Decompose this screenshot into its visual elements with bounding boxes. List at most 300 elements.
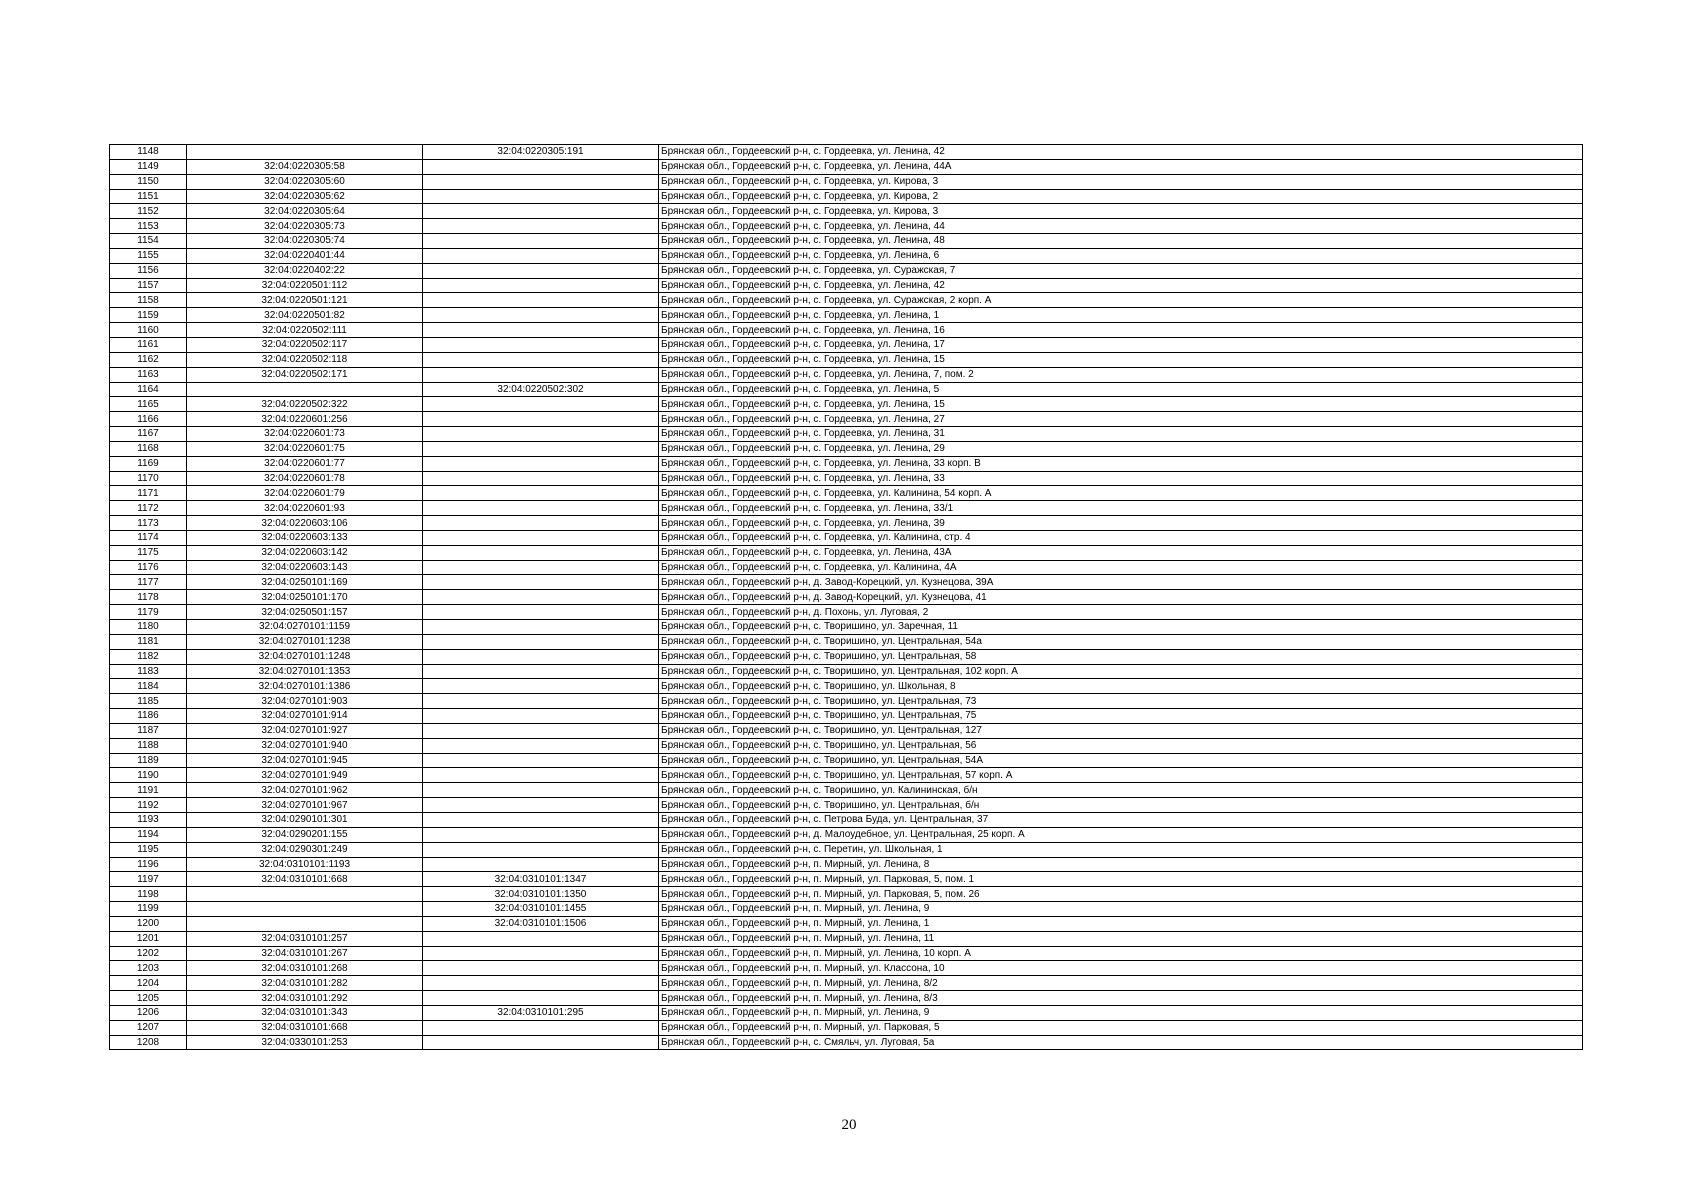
row-number-cell: 1208 <box>110 1035 187 1050</box>
building-cadastral-number-cell <box>423 738 659 753</box>
row-number-cell: 1177 <box>110 575 187 590</box>
row-number-cell: 1168 <box>110 441 187 456</box>
address-cell: Брянская обл., Гордеевский р-н, с. Творишино, ул. Центральная, 102 корп. А <box>659 664 1583 679</box>
table-row <box>110 723 1583 738</box>
cadastral-number-cell <box>187 145 423 160</box>
address-cell: Брянская обл., Гордеевский р-н, п. Мирный, ул. Ленина, 10 корп. А <box>659 946 1583 961</box>
cadastral-table <box>109 144 1583 1050</box>
address-cell: Брянская обл., Гордеевский р-н, п. Мирный, ул. Ленина, 1 <box>659 916 1583 931</box>
address-cell: Брянская обл., Гордеевский р-н, п. Мирный, ул. Парковая, 5, пом. 1 <box>659 872 1583 887</box>
table-row <box>110 352 1583 367</box>
row-number-cell: 1162 <box>110 352 187 367</box>
address-cell: Брянская обл., Гордеевский р-н, п. Мирный, ул. Ленина, 8/3 <box>659 991 1583 1006</box>
address-cell: Брянская обл., Гордеевский р-н, с. Гордеевка, ул. Ленина, 39 <box>659 516 1583 531</box>
row-number-cell: 1178 <box>110 590 187 605</box>
cadastral-number-cell: 32:04:0250501:157 <box>187 605 423 620</box>
building-cadastral-number-cell <box>423 367 659 382</box>
building-cadastral-number-cell <box>423 174 659 189</box>
building-cadastral-number-cell <box>423 961 659 976</box>
cadastral-number-cell: 32:04:0270101:967 <box>187 798 423 813</box>
table-row <box>110 278 1583 293</box>
address-cell: Брянская обл., Гордеевский р-н, с. Творишино, ул. Центральная, 57 корп. А <box>659 768 1583 783</box>
address-cell: Брянская обл., Гордеевский р-н, с. Смяльч, ул. Луговая, 5а <box>659 1035 1583 1050</box>
address-cell: Брянская обл., Гордеевский р-н, с. Гордеевка, ул. Калинина, стр. 4 <box>659 530 1583 545</box>
building-cadastral-number-cell <box>423 753 659 768</box>
address-cell: Брянская обл., Гордеевский р-н, д. Завод-Корецкий, ул. Кузнецова, 41 <box>659 590 1583 605</box>
address-cell: Брянская обл., Гордеевский р-н, с. Гордеевка, ул. Суражская, 2 корп. А <box>659 293 1583 308</box>
address-cell: Брянская обл., Гордеевский р-н, п. Мирный, ул. Ленина, 9 <box>659 902 1583 917</box>
cadastral-number-cell: 32:04:0270101:1159 <box>187 620 423 635</box>
cadastral-number-cell: 32:04:0250101:169 <box>187 575 423 590</box>
building-cadastral-number-cell <box>423 768 659 783</box>
building-cadastral-number-cell <box>423 501 659 516</box>
row-number-cell: 1182 <box>110 649 187 664</box>
table-row <box>110 159 1583 174</box>
table-row <box>110 768 1583 783</box>
row-number-cell: 1164 <box>110 382 187 397</box>
cadastral-number-cell: 32:04:0310101:1193 <box>187 857 423 872</box>
building-cadastral-number-cell <box>423 664 659 679</box>
building-cadastral-number-cell <box>423 189 659 204</box>
building-cadastral-number-cell <box>423 991 659 1006</box>
table-row <box>110 679 1583 694</box>
building-cadastral-number-cell <box>423 976 659 991</box>
table-row <box>110 397 1583 412</box>
building-cadastral-number-cell <box>423 486 659 501</box>
cadastral-number-cell: 32:04:0270101:1353 <box>187 664 423 679</box>
address-cell: Брянская обл., Гордеевский р-н, с. Гордеевка, ул. Кирова, 2 <box>659 189 1583 204</box>
table-row <box>110 887 1583 902</box>
table-row <box>110 145 1583 160</box>
cadastral-number-cell: 32:04:0220603:143 <box>187 560 423 575</box>
building-cadastral-number-cell <box>423 293 659 308</box>
table-row <box>110 1035 1583 1050</box>
building-cadastral-number-cell <box>423 1020 659 1035</box>
cadastral-number-cell: 32:04:0290301:249 <box>187 842 423 857</box>
row-number-cell: 1184 <box>110 679 187 694</box>
table-row <box>110 174 1583 189</box>
building-cadastral-number-cell <box>423 694 659 709</box>
table-row <box>110 293 1583 308</box>
address-cell: Брянская обл., Гордеевский р-н, с. Гордеевка, ул. Суражская, 7 <box>659 263 1583 278</box>
cadastral-number-cell: 32:04:0220601:78 <box>187 471 423 486</box>
table-row <box>110 219 1583 234</box>
building-cadastral-number-cell: 32:04:0220502:302 <box>423 382 659 397</box>
row-number-cell: 1150 <box>110 174 187 189</box>
table-body <box>110 145 1583 1050</box>
table-row <box>110 263 1583 278</box>
building-cadastral-number-cell: 32:04:0310101:295 <box>423 1005 659 1020</box>
building-cadastral-number-cell <box>423 278 659 293</box>
address-cell: Брянская обл., Гордеевский р-н, с. Гордеевка, ул. Ленина, 15 <box>659 352 1583 367</box>
table-row <box>110 530 1583 545</box>
table-row <box>110 560 1583 575</box>
row-number-cell: 1193 <box>110 812 187 827</box>
cadastral-number-cell: 32:04:0220501:112 <box>187 278 423 293</box>
table-row <box>110 516 1583 531</box>
building-cadastral-number-cell <box>423 337 659 352</box>
building-cadastral-number-cell <box>423 605 659 620</box>
table-row <box>110 1020 1583 1035</box>
table-row <box>110 634 1583 649</box>
cadastral-number-cell <box>187 916 423 931</box>
row-number-cell: 1207 <box>110 1020 187 1035</box>
address-cell: Брянская обл., Гордеевский р-н, п. Мирный, ул. Парковая, 5 <box>659 1020 1583 1035</box>
building-cadastral-number-cell <box>423 560 659 575</box>
building-cadastral-number-cell <box>423 456 659 471</box>
building-cadastral-number-cell <box>423 308 659 323</box>
building-cadastral-number-cell: 32:04:0310101:1455 <box>423 902 659 917</box>
row-number-cell: 1158 <box>110 293 187 308</box>
building-cadastral-number-cell <box>423 709 659 724</box>
cadastral-number-cell: 32:04:0220603:142 <box>187 545 423 560</box>
row-number-cell: 1176 <box>110 560 187 575</box>
address-cell: Брянская обл., Гордеевский р-н, с. Творишино, ул. Центральная, 54А <box>659 753 1583 768</box>
table-row <box>110 204 1583 219</box>
row-number-cell: 1166 <box>110 412 187 427</box>
table-row <box>110 812 1583 827</box>
building-cadastral-number-cell <box>423 248 659 263</box>
address-cell: Брянская обл., Гордеевский р-н, с. Творишино, ул. Центральная, б/н <box>659 798 1583 813</box>
table-row <box>110 798 1583 813</box>
cadastral-number-cell: 32:04:0220601:75 <box>187 441 423 456</box>
table-row <box>110 545 1583 560</box>
row-number-cell: 1189 <box>110 753 187 768</box>
table-row <box>110 308 1583 323</box>
cadastral-number-cell: 32:04:0220603:106 <box>187 516 423 531</box>
cadastral-number-cell: 32:04:0270101:914 <box>187 709 423 724</box>
row-number-cell: 1159 <box>110 308 187 323</box>
address-cell: Брянская обл., Гордеевский р-н, с. Гордеевка, ул. Ленина, 33/1 <box>659 501 1583 516</box>
table-row <box>110 189 1583 204</box>
address-cell: Брянская обл., Гордеевский р-н, с. Гордеевка, ул. Ленина, 17 <box>659 337 1583 352</box>
address-cell: Брянская обл., Гордеевский р-н, д. Похонь, ул. Луговая, 2 <box>659 605 1583 620</box>
row-number-cell: 1148 <box>110 145 187 160</box>
building-cadastral-number-cell: 32:04:0310101:1350 <box>423 887 659 902</box>
building-cadastral-number-cell <box>423 649 659 664</box>
cadastral-number-cell: 32:04:0220502:111 <box>187 323 423 338</box>
address-cell: Брянская обл., Гордеевский р-н, с. Гордеевка, ул. Ленина, 44 <box>659 219 1583 234</box>
table-row <box>110 234 1583 249</box>
table-row <box>110 931 1583 946</box>
building-cadastral-number-cell <box>423 263 659 278</box>
cadastral-number-cell: 32:04:0310101:668 <box>187 872 423 887</box>
address-cell: Брянская обл., Гордеевский р-н, п. Мирный, ул. Классона, 10 <box>659 961 1583 976</box>
cadastral-number-cell: 32:04:0250101:170 <box>187 590 423 605</box>
building-cadastral-number-cell <box>423 530 659 545</box>
address-cell: Брянская обл., Гордеевский р-н, с. Гордеевка, ул. Кирова, 3 <box>659 174 1583 189</box>
building-cadastral-number-cell <box>423 234 659 249</box>
table-row <box>110 248 1583 263</box>
building-cadastral-number-cell <box>423 620 659 635</box>
cadastral-number-cell <box>187 902 423 917</box>
row-number-cell: 1173 <box>110 516 187 531</box>
row-number-cell: 1197 <box>110 872 187 887</box>
cadastral-number-cell: 32:04:0270101:962 <box>187 783 423 798</box>
cadastral-number-cell: 32:04:0310101:282 <box>187 976 423 991</box>
table-row <box>110 605 1583 620</box>
address-cell: Брянская обл., Гордеевский р-н, с. Творишино, ул. Центральная, 73 <box>659 694 1583 709</box>
cadastral-number-cell: 32:04:0270101:903 <box>187 694 423 709</box>
table-row <box>110 842 1583 857</box>
cadastral-number-cell: 32:04:0310101:257 <box>187 931 423 946</box>
row-number-cell: 1172 <box>110 501 187 516</box>
table-row <box>110 961 1583 976</box>
page-number: 20 <box>841 1117 857 1133</box>
table-row <box>110 664 1583 679</box>
building-cadastral-number-cell <box>423 204 659 219</box>
table-row <box>110 753 1583 768</box>
row-number-cell: 1163 <box>110 367 187 382</box>
row-number-cell: 1165 <box>110 397 187 412</box>
row-number-cell: 1155 <box>110 248 187 263</box>
cadastral-number-cell: 32:04:0220501:82 <box>187 308 423 323</box>
table-row <box>110 902 1583 917</box>
row-number-cell: 1190 <box>110 768 187 783</box>
address-cell: Брянская обл., Гордеевский р-н, с. Творишино, ул. Заречная, 11 <box>659 620 1583 635</box>
building-cadastral-number-cell <box>423 590 659 605</box>
building-cadastral-number-cell <box>423 323 659 338</box>
cadastral-number-cell: 32:04:0270101:927 <box>187 723 423 738</box>
cadastral-number-cell: 32:04:0310101:292 <box>187 991 423 1006</box>
cadastral-number-cell: 32:04:0220601:79 <box>187 486 423 501</box>
address-cell: Брянская обл., Гордеевский р-н, с. Гордеевка, ул. Ленина, 1 <box>659 308 1583 323</box>
cadastral-number-cell: 32:04:0220305:74 <box>187 234 423 249</box>
cadastral-number-cell: 32:04:0270101:1248 <box>187 649 423 664</box>
row-number-cell: 1206 <box>110 1005 187 1020</box>
cadastral-number-cell: 32:04:0220305:73 <box>187 219 423 234</box>
row-number-cell: 1192 <box>110 798 187 813</box>
row-number-cell: 1199 <box>110 902 187 917</box>
table-row <box>110 427 1583 442</box>
building-cadastral-number-cell <box>423 441 659 456</box>
building-cadastral-number-cell <box>423 723 659 738</box>
building-cadastral-number-cell: 32:04:0220305:191 <box>423 145 659 160</box>
cadastral-number-cell: 32:04:0220402:22 <box>187 263 423 278</box>
cadastral-number-cell: 32:04:0290201:155 <box>187 827 423 842</box>
cadastral-number-cell: 32:04:0290101:301 <box>187 812 423 827</box>
row-number-cell: 1202 <box>110 946 187 961</box>
cadastral-number-cell: 32:04:0220502:118 <box>187 352 423 367</box>
address-cell: Брянская обл., Гордеевский р-н, с. Творишино, ул. Центральная, 127 <box>659 723 1583 738</box>
cadastral-number-cell: 32:04:0220305:62 <box>187 189 423 204</box>
building-cadastral-number-cell <box>423 946 659 961</box>
row-number-cell: 1201 <box>110 931 187 946</box>
cadastral-number-cell: 32:04:0220401:44 <box>187 248 423 263</box>
cadastral-number-cell: 32:04:0220502:171 <box>187 367 423 382</box>
address-cell: Брянская обл., Гордеевский р-н, с. Гордеевка, ул. Ленина, 48 <box>659 234 1583 249</box>
row-number-cell: 1204 <box>110 976 187 991</box>
table-row <box>110 367 1583 382</box>
cadastral-number-cell: 32:04:0310101:267 <box>187 946 423 961</box>
building-cadastral-number-cell <box>423 397 659 412</box>
row-number-cell: 1161 <box>110 337 187 352</box>
address-cell: Брянская обл., Гордеевский р-н, с. Гордеевка, ул. Ленина, 5 <box>659 382 1583 397</box>
table-row <box>110 857 1583 872</box>
table-row <box>110 323 1583 338</box>
row-number-cell: 1181 <box>110 634 187 649</box>
row-number-cell: 1174 <box>110 530 187 545</box>
table-row <box>110 916 1583 931</box>
address-cell: Брянская обл., Гордеевский р-н, с. Гордеевка, ул. Ленина, 42 <box>659 145 1583 160</box>
table-row <box>110 471 1583 486</box>
cadastral-number-cell: 32:04:0220305:64 <box>187 204 423 219</box>
address-cell: Брянская обл., Гордеевский р-н, п. Мирный, ул. Парковая, 5, пом. 26 <box>659 887 1583 902</box>
row-number-cell: 1171 <box>110 486 187 501</box>
address-cell: Брянская обл., Гордеевский р-н, с. Перетин, ул. Школьная, 1 <box>659 842 1583 857</box>
table-row <box>110 412 1583 427</box>
address-cell: Брянская обл., Гордеевский р-н, с. Творишино, ул. Центральная, 56 <box>659 738 1583 753</box>
address-cell: Брянская обл., Гордеевский р-н, с. Гордеевка, ул. Ленина, 29 <box>659 441 1583 456</box>
row-number-cell: 1170 <box>110 471 187 486</box>
table-row <box>110 486 1583 501</box>
row-number-cell: 1195 <box>110 842 187 857</box>
address-cell: Брянская обл., Гордеевский р-н, с. Гордеевка, ул. Ленина, 43А <box>659 545 1583 560</box>
cadastral-number-cell: 32:04:0270101:945 <box>187 753 423 768</box>
cadastral-number-cell: 32:04:0270101:1386 <box>187 679 423 694</box>
row-number-cell: 1179 <box>110 605 187 620</box>
table-row <box>110 1005 1583 1020</box>
building-cadastral-number-cell <box>423 471 659 486</box>
table-row <box>110 456 1583 471</box>
cadastral-number-cell: 32:04:0310101:343 <box>187 1005 423 1020</box>
table-row <box>110 590 1583 605</box>
table-row <box>110 441 1583 456</box>
address-cell: Брянская обл., Гордеевский р-н, с. Творишино, ул. Центральная, 54а <box>659 634 1583 649</box>
address-cell: Брянская обл., Гордеевский р-н, с. Творишино, ул. Центральная, 58 <box>659 649 1583 664</box>
cadastral-number-cell: 32:04:0310101:268 <box>187 961 423 976</box>
building-cadastral-number-cell: 32:04:0310101:1506 <box>423 916 659 931</box>
table-row <box>110 649 1583 664</box>
cadastral-number-cell: 32:04:0310101:668 <box>187 1020 423 1035</box>
table-row <box>110 783 1583 798</box>
cadastral-number-cell: 32:04:0220601:93 <box>187 501 423 516</box>
address-cell: Брянская обл., Гордеевский р-н, с. Гордеевка, ул. Ленина, 15 <box>659 397 1583 412</box>
building-cadastral-number-cell <box>423 516 659 531</box>
row-number-cell: 1187 <box>110 723 187 738</box>
address-cell: Брянская обл., Гордеевский р-н, д. Завод-Корецкий, ул. Кузнецова, 39А <box>659 575 1583 590</box>
cadastral-number-cell <box>187 382 423 397</box>
address-cell: Брянская обл., Гордеевский р-н, с. Гордеевка, ул. Ленина, 31 <box>659 427 1583 442</box>
address-cell: Брянская обл., Гордеевский р-н, с. Гордеевка, ул. Ленина, 6 <box>659 248 1583 263</box>
table-row <box>110 738 1583 753</box>
building-cadastral-number-cell <box>423 412 659 427</box>
address-cell: Брянская обл., Гордеевский р-н, с. Гордеевка, ул. Кирова, 3 <box>659 204 1583 219</box>
row-number-cell: 1198 <box>110 887 187 902</box>
building-cadastral-number-cell <box>423 679 659 694</box>
building-cadastral-number-cell <box>423 931 659 946</box>
row-number-cell: 1156 <box>110 263 187 278</box>
table-row <box>110 709 1583 724</box>
row-number-cell: 1169 <box>110 456 187 471</box>
cadastral-number-cell: 32:04:0220502:322 <box>187 397 423 412</box>
address-cell: Брянская обл., Гордеевский р-н, п. Мирный, ул. Ленина, 8/2 <box>659 976 1583 991</box>
building-cadastral-number-cell <box>423 783 659 798</box>
row-number-cell: 1153 <box>110 219 187 234</box>
address-cell: Брянская обл., Гордеевский р-н, с. Гордеевка, ул. Калинина, 4А <box>659 560 1583 575</box>
address-cell: Брянская обл., Гордеевский р-н, с. Петрова Буда, ул. Центральная, 37 <box>659 812 1583 827</box>
row-number-cell: 1157 <box>110 278 187 293</box>
row-number-cell: 1203 <box>110 961 187 976</box>
building-cadastral-number-cell <box>423 634 659 649</box>
row-number-cell: 1188 <box>110 738 187 753</box>
address-cell: Брянская обл., Гордеевский р-н, с. Творишино, ул. Центральная, 75 <box>659 709 1583 724</box>
row-number-cell: 1186 <box>110 709 187 724</box>
table-row <box>110 946 1583 961</box>
cadastral-number-cell: 32:04:0220502:117 <box>187 337 423 352</box>
table-row <box>110 382 1583 397</box>
cadastral-number-cell: 32:04:0220305:58 <box>187 159 423 174</box>
cadastral-number-cell: 32:04:0220603:133 <box>187 530 423 545</box>
address-cell: Брянская обл., Гордеевский р-н, п. Мирный, ул. Ленина, 8 <box>659 857 1583 872</box>
building-cadastral-number-cell <box>423 545 659 560</box>
address-cell: Брянская обл., Гордеевский р-н, с. Гордеевка, ул. Ленина, 42 <box>659 278 1583 293</box>
address-cell: Брянская обл., Гордеевский р-н, с. Творишино, ул. Калининская, б/н <box>659 783 1583 798</box>
building-cadastral-number-cell <box>423 219 659 234</box>
table-row <box>110 620 1583 635</box>
building-cadastral-number-cell <box>423 798 659 813</box>
building-cadastral-number-cell <box>423 1035 659 1050</box>
address-cell: Брянская обл., Гордеевский р-н, с. Гордеевка, ул. Калинина, 54 корп. А <box>659 486 1583 501</box>
cadastral-number-cell: 32:04:0270101:940 <box>187 738 423 753</box>
building-cadastral-number-cell <box>423 842 659 857</box>
cadastral-number-cell: 32:04:0220601:256 <box>187 412 423 427</box>
row-number-cell: 1185 <box>110 694 187 709</box>
row-number-cell: 1160 <box>110 323 187 338</box>
cadastral-number-cell: 32:04:0220601:73 <box>187 427 423 442</box>
address-cell: Брянская обл., Гордеевский р-н, с. Гордеевка, ул. Ленина, 44А <box>659 159 1583 174</box>
row-number-cell: 1154 <box>110 234 187 249</box>
row-number-cell: 1191 <box>110 783 187 798</box>
row-number-cell: 1175 <box>110 545 187 560</box>
table-row <box>110 337 1583 352</box>
building-cadastral-number-cell <box>423 857 659 872</box>
row-number-cell: 1205 <box>110 991 187 1006</box>
address-cell: Брянская обл., Гордеевский р-н, с. Гордеевка, ул. Ленина, 16 <box>659 323 1583 338</box>
building-cadastral-number-cell <box>423 159 659 174</box>
address-cell: Брянская обл., Гордеевский р-н, с. Творишино, ул. Школьная, 8 <box>659 679 1583 694</box>
address-cell: Брянская обл., Гордеевский р-н, д. Малоудебное, ул. Центральная, 25 корп. А <box>659 827 1583 842</box>
cadastral-number-cell <box>187 887 423 902</box>
address-cell: Брянская обл., Гордеевский р-н, с. Гордеевка, ул. Ленина, 7, пом. 2 <box>659 367 1583 382</box>
cadastral-number-cell: 32:04:0220601:77 <box>187 456 423 471</box>
building-cadastral-number-cell: 32:04:0310101:1347 <box>423 872 659 887</box>
table-row <box>110 827 1583 842</box>
row-number-cell: 1167 <box>110 427 187 442</box>
table-row <box>110 694 1583 709</box>
address-cell: Брянская обл., Гордеевский р-н, с. Гордеевка, ул. Ленина, 33 корп. В <box>659 456 1583 471</box>
address-cell: Брянская обл., Гордеевский р-н, п. Мирный, ул. Ленина, 11 <box>659 931 1583 946</box>
building-cadastral-number-cell <box>423 427 659 442</box>
cadastral-number-cell: 32:04:0270101:1238 <box>187 634 423 649</box>
building-cadastral-number-cell <box>423 812 659 827</box>
table-row <box>110 501 1583 516</box>
table-row <box>110 872 1583 887</box>
address-cell: Брянская обл., Гордеевский р-н, п. Мирный, ул. Ленина, 9 <box>659 1005 1583 1020</box>
row-number-cell: 1200 <box>110 916 187 931</box>
address-cell: Брянская обл., Гордеевский р-н, с. Гордеевка, ул. Ленина, 33 <box>659 471 1583 486</box>
row-number-cell: 1194 <box>110 827 187 842</box>
building-cadastral-number-cell <box>423 575 659 590</box>
row-number-cell: 1180 <box>110 620 187 635</box>
row-number-cell: 1183 <box>110 664 187 679</box>
row-number-cell: 1152 <box>110 204 187 219</box>
cadastral-number-cell: 32:04:0270101:949 <box>187 768 423 783</box>
building-cadastral-number-cell <box>423 827 659 842</box>
table-row <box>110 575 1583 590</box>
address-cell: Брянская обл., Гордеевский р-н, с. Гордеевка, ул. Ленина, 27 <box>659 412 1583 427</box>
row-number-cell: 1151 <box>110 189 187 204</box>
